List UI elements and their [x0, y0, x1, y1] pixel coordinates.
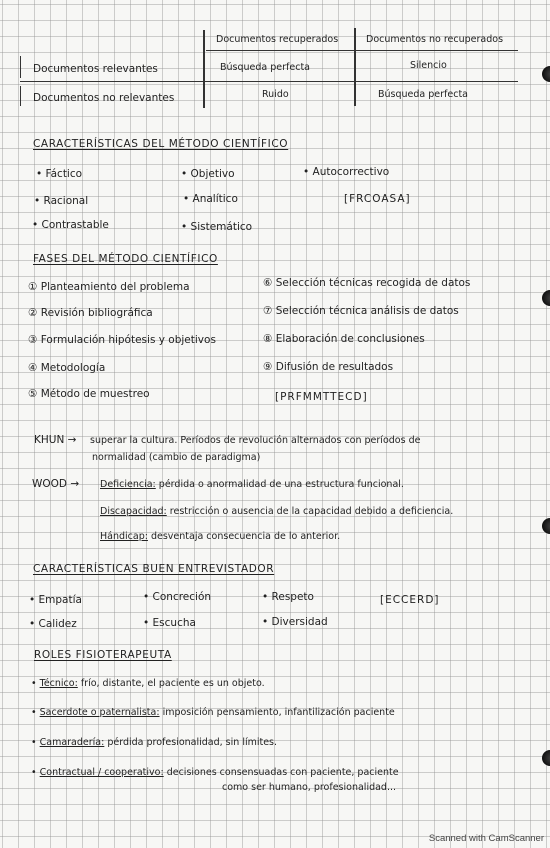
phase-item: ⑧ Elaboración de conclusiones	[263, 333, 425, 345]
list-item-text: Respeto	[271, 591, 314, 603]
list-item-text: Objetivo	[190, 168, 235, 180]
list-item-text: Contrastable	[41, 219, 109, 231]
wood-definition	[100, 478, 404, 491]
acronym: [FRCOASA]	[344, 193, 411, 205]
list-item: • Calidez	[29, 618, 77, 630]
list-item-text: Autocorrectivo	[312, 166, 390, 178]
list-item: • Analítico	[183, 193, 238, 205]
binder-hole	[542, 290, 550, 306]
table-vline-2	[354, 28, 356, 106]
list-item: • Autocorrectivo	[303, 166, 390, 178]
role-term: Sacerdote o paternalista:	[39, 707, 160, 718]
table-left-bracket-1	[20, 56, 21, 78]
role-term: Técnico:	[39, 678, 78, 689]
list-item: • Sistemático	[181, 221, 253, 233]
wood-text: pérdida o anormalidad de una estructura funcional.	[158, 479, 404, 490]
wood-definition	[100, 530, 340, 543]
table-cell-perfect-search-1: Búsqueda perfecta	[220, 62, 310, 73]
wood-term: Deficiencia:	[100, 479, 156, 490]
list-item-text: Escucha	[152, 617, 196, 629]
phase-item: ③ Formulación hipótesis y objetivos	[28, 334, 216, 346]
section-title-roles: ROLES FISIOTERAPEUTA	[34, 649, 172, 661]
phase-item: ② Revisión bibliográfica	[28, 307, 153, 319]
section-title-phases: FASES DEL MÉTODO CIENTÍFICO	[33, 253, 218, 265]
list-item: • Escucha	[143, 617, 196, 629]
khun-label: KHUN →	[34, 434, 77, 446]
section-title-scientific-method: CARACTERÍSTICAS DEL MÉTODO CIENTÍFICO	[33, 138, 289, 150]
list-item-text: Racional	[43, 195, 89, 207]
phase-item: ⑦ Selección técnica análisis de datos	[263, 305, 459, 317]
list-item: • Racional	[34, 195, 89, 207]
table-col-header-not-retrieved: Documentos no recuperados	[366, 34, 504, 45]
role-item: • Técnico: frío, distante, el paciente es un objeto.	[31, 678, 265, 689]
phase-item: ⑥ Selección técnicas recogida de datos	[263, 277, 471, 289]
phase-item: ⑨ Difusión de resultados	[263, 361, 394, 373]
wood-text: restricción o ausencia de la capacidad debido a deficiencia.	[169, 506, 454, 517]
acronym: [ECCERD]	[380, 594, 440, 606]
role-item-continuation: como ser humano, profesionalidad...	[222, 782, 397, 793]
khun-text-line1: superar la cultura. Períodos de revolución alternados con períodos de	[90, 435, 421, 446]
list-item: • Diversidad	[262, 616, 328, 628]
table-hline-1	[206, 50, 518, 51]
wood-label: WOOD →	[32, 478, 80, 490]
role-text: decisiones consensuadas con paciente, paciente	[166, 767, 399, 778]
list-item-text: Sistemático	[190, 221, 253, 233]
phase-item: ① Planteamiento del problema	[28, 281, 190, 293]
list-item: • Objetivo	[181, 168, 235, 180]
table-left-bracket-2	[20, 86, 21, 106]
table-col-header-retrieved: Documentos recuperados	[216, 34, 339, 45]
list-item-text: Empatía	[38, 594, 82, 606]
role-term: Contractual / cooperativo:	[39, 767, 164, 778]
list-item-text: Fáctico	[45, 168, 83, 180]
table-vline-1	[203, 30, 205, 108]
binder-hole	[542, 66, 550, 82]
list-item-text: Analítico	[192, 193, 238, 205]
acronym: [PRFMMTTECD]	[275, 391, 368, 403]
list-item: • Respeto	[262, 591, 314, 603]
list-item: • Contrastable	[32, 219, 109, 231]
wood-term: Hándicap:	[100, 531, 148, 542]
table-cell-silence: Silencio	[410, 60, 447, 71]
role-item: • Camaradería: pérdida profesionalidad, sin límites.	[31, 737, 278, 748]
wood-definition	[100, 505, 453, 518]
binder-hole	[542, 518, 550, 534]
list-item-text: Diversidad	[271, 616, 328, 628]
wood-term: Discapacidad:	[100, 506, 167, 517]
table-cell-noise: Ruido	[262, 89, 289, 100]
khun-text-line2: normalidad (cambio de paradigma)	[92, 452, 261, 463]
table-row-label-relevant: Documentos relevantes	[33, 63, 158, 75]
role-text: imposición pensamiento, infantilización paciente	[162, 707, 395, 718]
list-item-text: Concreción	[152, 591, 212, 603]
list-item: • Concreción	[143, 591, 212, 603]
list-item: • Fáctico	[36, 168, 83, 180]
role-item: • Sacerdote o paternalista: imposición pensamiento, infantilización paciente	[31, 707, 395, 718]
phase-item: ④ Metodología	[28, 362, 106, 374]
scanner-watermark: Scanned with CamScanner	[428, 833, 544, 844]
phase-item: ⑤ Método de muestreo	[28, 388, 150, 400]
list-item: • Empatía	[29, 594, 82, 606]
role-term: Camaradería:	[39, 737, 105, 748]
table-hline-2	[20, 81, 518, 82]
role-text: frío, distante, el paciente es un objeto.	[80, 678, 265, 689]
table-row-label-not-relevant: Documentos no relevantes	[33, 92, 175, 104]
role-item: • Contractual / cooperativo: decisiones consensuadas con paciente, paciente	[31, 767, 399, 778]
role-text: pérdida profesionalidad, sin límites.	[107, 737, 278, 748]
list-item-text: Calidez	[38, 618, 77, 630]
section-title-interviewer: CARACTERÍSTICAS BUEN ENTREVISTADOR	[33, 563, 275, 575]
table-cell-perfect-search-2: Búsqueda perfecta	[378, 89, 468, 100]
wood-text: desventaja consecuencia de lo anterior.	[150, 531, 341, 542]
binder-hole	[542, 750, 550, 766]
